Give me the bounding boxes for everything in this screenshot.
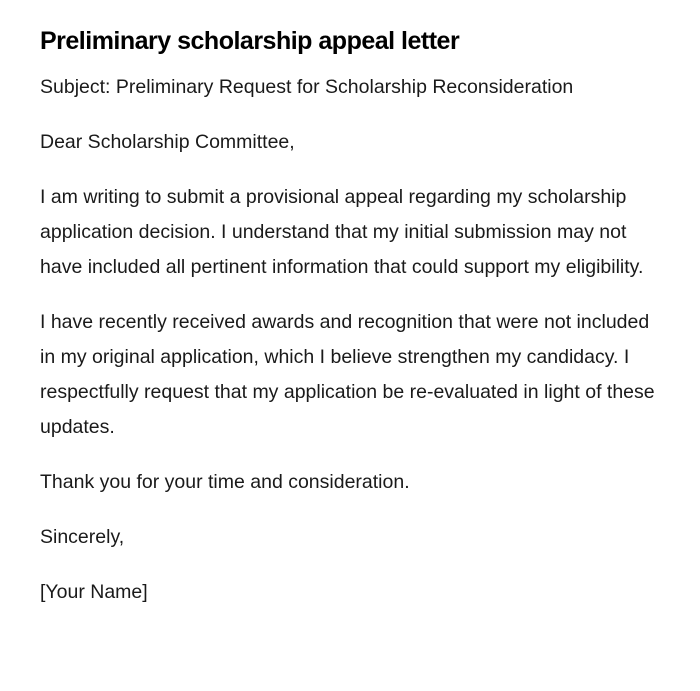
salutation: Dear Scholarship Committee, [40,131,295,153]
body-paragraph-1: I am writing to submit a provisional appeal regarding my scholarship application decision. I understand that my initial submission may not have included all pertinent information that could support my eligibility. [40,186,644,278]
subject-line: Subject: Preliminary Request for Scholarship Reconsideration [40,76,574,98]
closing-line: Sincerely, [40,526,125,548]
body-paragraph-2: I have recently received awards and recognition that were not included in my original application, which I believe strengthen my candidacy. I respectfully request that my application be re-evaluated in light of these updates. [40,311,655,438]
thanks-line: Thank you for your time and consideration. [40,471,410,493]
page-title: Preliminary scholarship appeal letter [40,27,460,55]
letter [40,24,660,630]
signature-placeholder: [Your Name] [40,581,148,603]
